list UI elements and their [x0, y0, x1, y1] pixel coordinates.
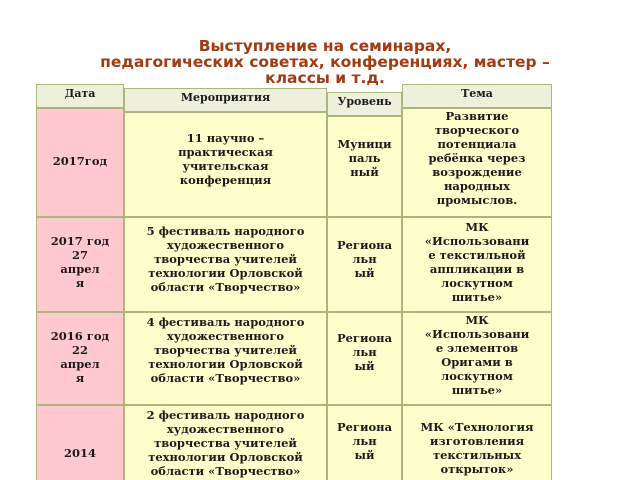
header-topic: [402, 84, 552, 108]
page-title: Выступление на семинарах, педагогических советах, конференциях, мастер – классы и т.д.: [100, 37, 550, 87]
table-row-4-date: [36, 405, 124, 480]
table-row-3-level: [327, 312, 402, 405]
row-1-topic-text: Развитие творческого потенциала ребёнка через возрождение народных промыслов.: [428, 109, 526, 207]
row-4-event-text: 2 фестиваль народного художественного творчества учителей технологии Орловской области «Творчество»: [146, 408, 305, 478]
table-row-2-event: [124, 217, 327, 312]
table-row-4-event: [124, 405, 327, 480]
header-date-label: Дата: [64, 87, 96, 100]
row-3-date-text: 2016 год 22 апрел я: [50, 329, 110, 385]
table-row-2-date: [36, 217, 124, 312]
row-2-date-text: 2017 год 27 апрел я: [50, 234, 110, 290]
row-3-topic-text: МК «Использовани е элементов Оригами в лоскутном шитье»: [424, 313, 530, 397]
row-2-level-text: Региона льн ый: [336, 238, 393, 280]
row-3-event-text: 4 фестиваль народного художественного творчества учителей технологии Орловской области «Творчество»: [146, 315, 305, 385]
header-topic-label: Тема: [461, 87, 493, 100]
row-1-level-text: Муници паль ный: [337, 137, 392, 179]
header-event-label: Мероприятия: [180, 91, 271, 104]
header-level: [327, 92, 402, 116]
header-event: [124, 88, 327, 112]
table-row-3-event: [124, 312, 327, 405]
header-level-label: Уровень: [337, 95, 392, 108]
table-row-4-level: [327, 405, 402, 480]
table-row-3-topic: [402, 312, 552, 405]
table-row-1-topic: [402, 108, 552, 217]
table-row-1-date: [36, 108, 124, 217]
row-4-level-text: Региона льн ый: [336, 420, 393, 462]
table-row-4-topic: [402, 405, 552, 480]
row-4-date-text: 2014: [63, 446, 96, 460]
table-row-2-topic: [402, 217, 552, 312]
table-row-1-event: [124, 112, 327, 217]
row-2-topic-text: МК «Использовани е текстильной аппликации в лоскутном шитье»: [424, 220, 530, 304]
row-4-topic-text: МК «Технология изготовления текстильных открыток»: [420, 420, 534, 476]
table-row-2-level: [327, 217, 402, 312]
table-row-1-level: [327, 116, 402, 217]
row-1-event-text: 11 научно – практическая учительская конференция: [178, 131, 273, 187]
row-3-level-text: Региона льн ый: [336, 331, 393, 373]
header-date: [36, 84, 124, 108]
table-row-3-date: [36, 312, 124, 405]
row-1-date-text: 2017год: [52, 154, 108, 168]
row-2-event-text: 5 фестиваль народного художественного творчества учителей технологии Орловской области «Творчество»: [146, 224, 305, 294]
